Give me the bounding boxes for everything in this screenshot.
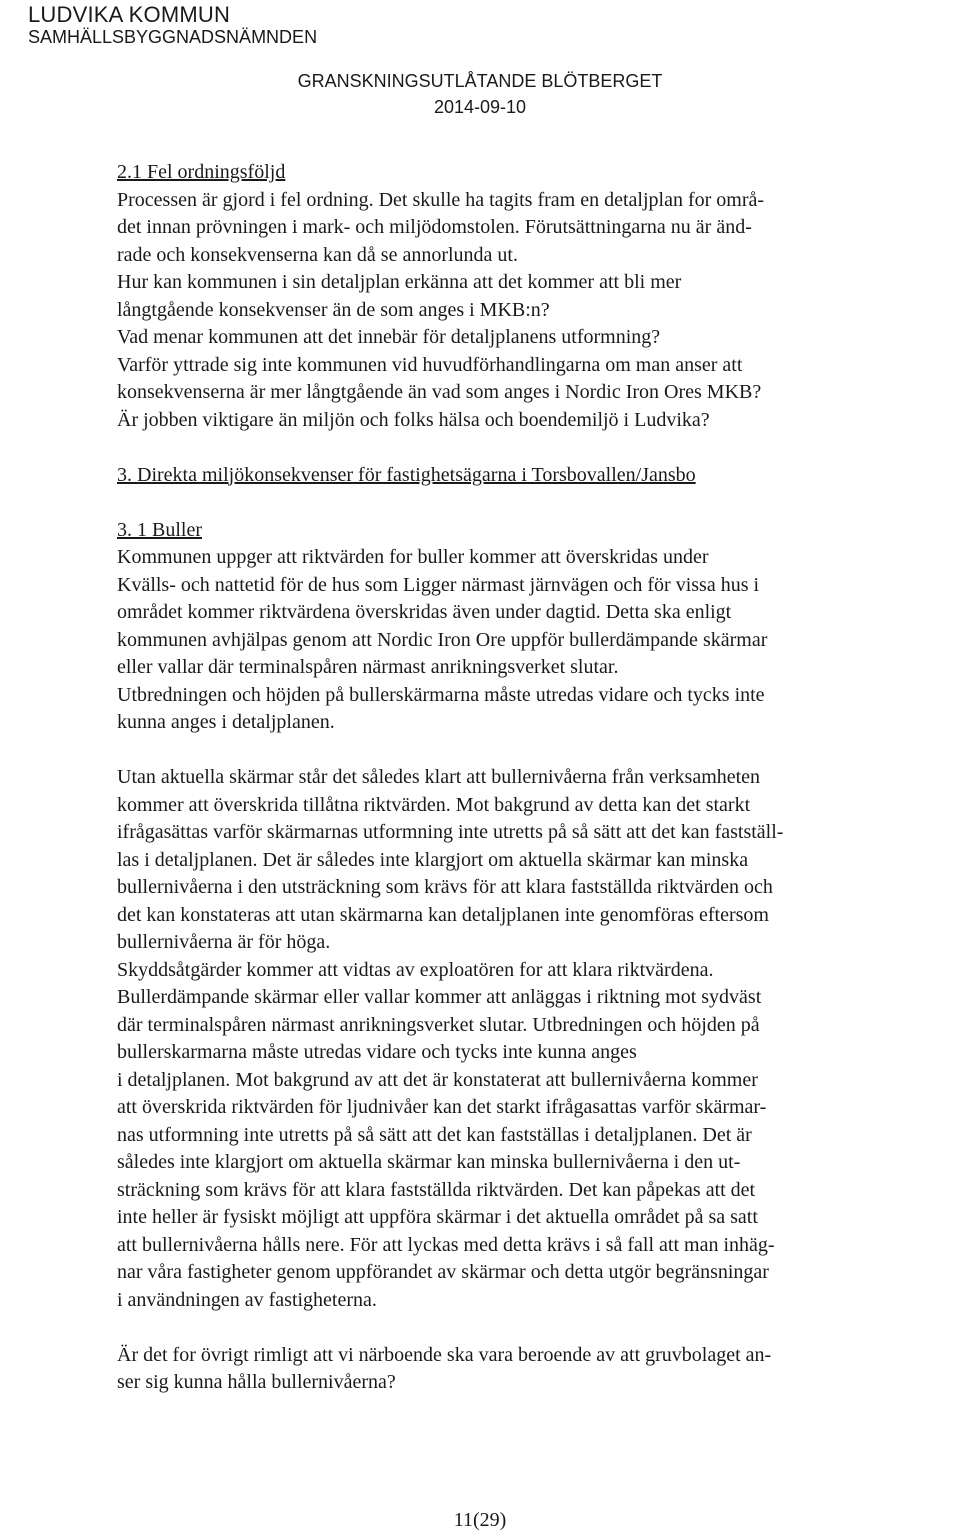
text-line: således inte klargjort om aktuella skärmar kan minska bullernivåerna i den ut- — [117, 1151, 741, 1173]
text-line: ifrågasättas varför skärmarnas utformning inte utretts på så sätt att det kan fastställ- — [117, 821, 784, 843]
section-heading: 2.1 Fel ordningsföljd — [117, 161, 286, 183]
text-line: området kommer riktvärdena överskridas även under dagtid. Detta ska enligt — [117, 601, 732, 623]
text-line: ser sig kunna hålla bullernivåerna? — [117, 1371, 396, 1393]
text-line: Hur kan kommunen i sin detaljplan erkänna att det kommer att bli mer — [117, 271, 682, 293]
text-line: kommunen avhjälpas genom att Nordic Iron Ore uppför bullerdämpande skärmar — [117, 628, 768, 651]
text-line: Utbredningen och höjden på bullerskärmarna måste utredas vidare och tycks inte — [117, 683, 765, 706]
text-line: att bullernivåerna hålls nere. För att lyckas med detta krävs i så fall att man inhäg- — [117, 1233, 775, 1256]
paragraph-gap — [117, 737, 907, 765]
page-number: 11(29) — [453, 1509, 507, 1531]
paragraph-gap — [117, 434, 907, 462]
text-line: Processen är gjord i fel ordning. Det skulle ha tagits fram en detaljplan for områ- — [117, 188, 765, 211]
text-line: Kvälls- och nattetid för de hus som Ligger närmast järnvägen och för vissa hus i — [117, 573, 760, 596]
document-date: 2014-09-10 — [433, 97, 527, 117]
section-2-1-text — [117, 187, 907, 435]
text-line: Varför yttrade sig inte kommunen vid huvudförhandlingarna om man anser att — [117, 353, 743, 376]
text-line: det innan prövningen i mark- och miljödomstolen. Förutsättningarna nu är änd- — [117, 216, 752, 238]
text-line: Vad menar kommunen att det innebär för detaljplanens utformning? — [117, 326, 661, 348]
text-line: det kan konstateras att utan skärmarna kan detaljplanen inte genomföras eftersom — [117, 903, 769, 926]
document-body — [117, 159, 907, 1397]
text-line: Kommunen uppger att riktvärden for buller kommer att överskridas under — [117, 546, 709, 568]
text-line: kunna anges i detaljplanen. — [117, 711, 335, 733]
text-line: kommer att överskrida tillåtna riktvärden. Mot bakgrund av detta kan det starkt — [117, 793, 751, 816]
text-line: Är det for övrigt rimligt att vi närboende ska vara beroende av att gruvbolaget an- — [117, 1343, 772, 1366]
paragraph — [117, 1342, 907, 1397]
paragraph-gap — [117, 489, 907, 517]
paragraph — [117, 764, 907, 1314]
text-line: bullerskarmarna måste utredas vidare och tycks inte kunna anges — [117, 1041, 637, 1063]
text-line: rade och konsekvenserna kan då se annorlunda ut. — [117, 243, 518, 266]
text-line: las i detaljplanen. Det är således inte klargjort om aktuella skärmar kan minska — [117, 848, 749, 871]
text-line: nas utformning inte utretts på så sätt att det kan fastställas i detaljplanen. Det är — [117, 1123, 752, 1146]
department-name: SAMHÄLLSBYGGNADSNÄMNDEN — [28, 27, 318, 47]
text-line: i användningen av fastigheterna. — [117, 1288, 377, 1311]
text-line: bullernivåerna i den utsträckning som krävs för att klara fastställda riktvärden och — [117, 876, 773, 898]
text-line: långtgående konsekvenser än de som anges i MKB:n? — [117, 298, 550, 321]
paragraph-gap — [117, 1314, 907, 1342]
section-heading: 3. 1 Buller — [117, 518, 202, 541]
text-line: eller vallar där terminalspåren närmast anrikningsverket slutar. — [117, 656, 619, 678]
text-line: i detaljplanen. Mot bakgrund av att det är konstaterat att bullernivåerna kommer — [117, 1068, 758, 1091]
text-line: Skyddsåtgärder kommer att vidtas av exploatören for att klara riktvärdena. — [117, 958, 714, 981]
text-line: sträckning som krävs för att klara fastställda riktvärden. Det kan påpekas att det — [117, 1178, 756, 1201]
text-line: inte heller är fysiskt möjligt att uppföra skärmar i det aktuella området på sa satt — [117, 1206, 758, 1228]
document-title: GRANSKNINGSUTLÅTANDE BLÖTBERGET — [297, 71, 663, 91]
section-heading: 3. Direkta miljökonsekvenser för fastighetsägarna i Torsbovallen/Jansbo — [117, 463, 696, 486]
org-name: LUDVIKA KOMMUN — [28, 2, 231, 27]
text-line: Bullerdämpande skärmar eller vallar kommer att anläggas i riktning mot sydväst — [117, 986, 762, 1008]
text-line: att överskrida riktvärden för ljudnivåer kan det starkt ifrågasattas varför skärmar- — [117, 1096, 767, 1118]
text-line: där terminalspåren närmast anrikningsverket slutar. Utbredningen och höjden på — [117, 1013, 760, 1036]
text-line: nar våra fastigheter genom uppförandet av skärmar och detta utgör begränsningar — [117, 1261, 769, 1283]
text-line: Är jobben viktigare än miljön och folks hälsa och boendemiljö i Ludvika? — [117, 408, 710, 431]
paragraph — [117, 544, 907, 737]
text-line: Utan aktuella skärmar står det således klart att bullernivåerna från verksamheten — [117, 766, 761, 788]
text-line: bullernivåerna är för höga. — [117, 931, 331, 953]
text-line: konsekvenserna är mer långtgående än vad som anges i Nordic Iron Ores MKB? — [117, 381, 762, 403]
